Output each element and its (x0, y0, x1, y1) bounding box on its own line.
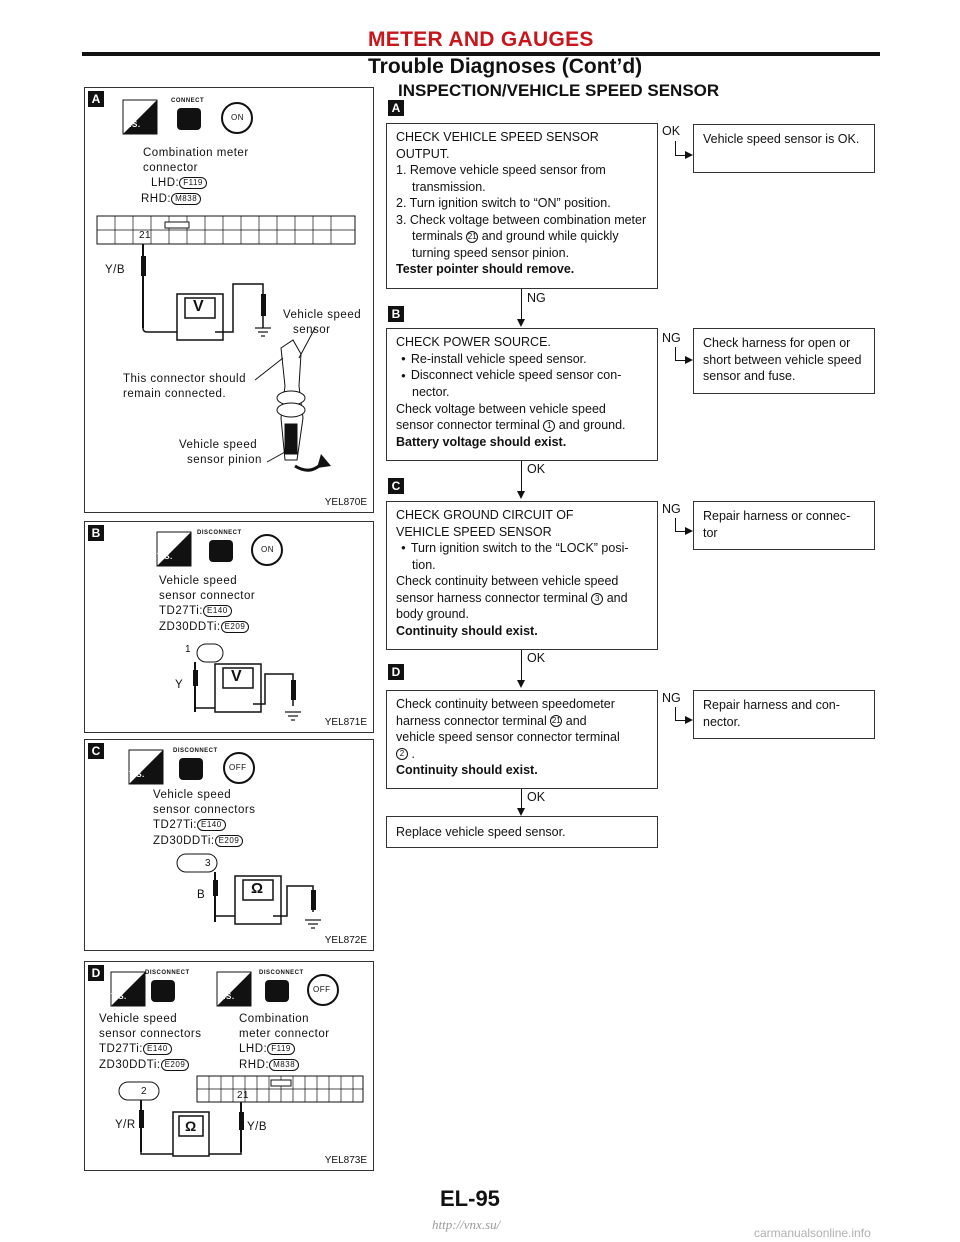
ohmmeter-symbol: Ω (251, 880, 264, 897)
page-number: EL-95 (440, 1186, 500, 1211)
td27-code: E140 (197, 819, 226, 831)
step-b-ok-label: OK (527, 462, 546, 476)
step-d-result: Repair harness and con- nector. (693, 690, 875, 739)
step-b-result: Check harness for open or short between vehicle speed sensor and fuse. (693, 328, 875, 394)
step-b-ng-label: NG (662, 331, 681, 345)
pin-number-right: 21 (237, 1090, 250, 1101)
step-a-right-arrow (685, 151, 693, 159)
figure-a (84, 87, 374, 513)
step-c-right-connector (675, 518, 676, 532)
step-b-criterion: Battery voltage should exist. (396, 434, 567, 449)
probe-tip-right (239, 1112, 244, 1130)
rhd-code: M838 (269, 1059, 299, 1071)
lhd-line: LHD: F119 (151, 176, 207, 191)
step-d-box (386, 690, 658, 789)
lhd-code: F119 (267, 1043, 295, 1055)
figure-marker-d: D (88, 965, 104, 981)
switch-label: ON (231, 113, 244, 122)
step-d-right-connector (675, 720, 685, 721)
terminal-badge: 3 (591, 593, 603, 605)
zd30-code: E209 (215, 835, 244, 847)
step-b-box (386, 328, 658, 461)
step-b-right-arrow (685, 356, 693, 364)
step-d-line: 2 . (396, 746, 648, 763)
connector-note: This connector should remain connected. (123, 373, 247, 400)
td27-line: TD27Ti: E140 (99, 1042, 172, 1057)
step-d-down-connector (521, 789, 522, 808)
harness-label: T.S. (129, 770, 145, 779)
step-a-item: 1. Remove vehicle speed sensor from transmission. (396, 163, 606, 194)
wire-color: B (197, 889, 206, 901)
step-c-down-connector (521, 650, 522, 680)
td27-line: TD27Ti: E140 (159, 604, 232, 619)
step-d-line: harness connector terminal 21 and (396, 713, 587, 728)
connector-icon (209, 540, 233, 562)
step-c-bullet: ● Turn ignition switch to the “LOCK” posi- tion. (396, 540, 648, 573)
td27-code: E140 (203, 605, 232, 617)
ground-probe (291, 680, 296, 700)
step-c-line: sensor harness connector terminal 3 and (396, 590, 628, 605)
figure-id: YEL871E (324, 717, 367, 728)
step-c-box (386, 501, 658, 650)
terminal-badge: 21 (551, 716, 561, 726)
step-a-item: 2. Turn ignition switch to “ON” position. (396, 196, 611, 210)
sensor-connector (119, 1082, 159, 1100)
step-a-ng-label: NG (527, 291, 546, 305)
figure-marker-c: C (88, 743, 104, 759)
zd30-code: E209 (221, 621, 250, 633)
step-a-right-connector (675, 141, 676, 156)
harness-label: T.S. (157, 552, 173, 561)
connect-label: DISCONNECT (197, 530, 242, 536)
connect-label: DISCONNECT (173, 748, 218, 754)
ground-symbol (255, 328, 271, 336)
flow-marker-c: C (388, 478, 404, 494)
meter-lead (143, 288, 177, 332)
flow-marker-b: B (388, 306, 404, 322)
section-title: METER AND GAUGES (368, 28, 594, 51)
connect-label-2: DISCONNECT (259, 970, 304, 976)
step-c-ng-label: NG (662, 502, 681, 516)
wire-color: Y (175, 679, 184, 691)
connector-title-2: Combination meter connector (239, 1013, 330, 1040)
step-c-line: VEHICLE SPEED SENSOR (396, 524, 552, 539)
harness-label-2: H.S. (217, 992, 235, 1001)
probe-tip (193, 670, 198, 686)
step-a-line: OUTPUT. (396, 146, 450, 161)
rhd-code: M838 (171, 193, 201, 205)
step-b-down-connector (521, 461, 522, 491)
flow-marker-a: A (388, 100, 404, 116)
step-c-right-arrow (685, 527, 693, 535)
connector-icon (179, 758, 203, 780)
step-d-criterion: Continuity should exist. (396, 763, 538, 777)
zd30-line: ZD30DDTi: E209 (99, 1058, 189, 1073)
connector-title: Vehicle speed sensor connectors (153, 789, 256, 816)
sensor-label: Vehicle speed sensor (283, 309, 362, 336)
step-a-down-arrow (517, 319, 525, 327)
step-a-box (386, 123, 658, 289)
step-c-line: body ground. (396, 607, 469, 622)
step-b-line: sensor connector terminal 1 and ground. (396, 418, 626, 433)
voltmeter-symbol: V (231, 668, 243, 685)
figure-id: YEL870E (324, 497, 367, 508)
step-d-ok-label: OK (527, 790, 546, 804)
connector-latch (165, 222, 189, 228)
zd30-line: ZD30DDTi: E209 (159, 620, 249, 635)
pin-number: 21 (139, 230, 152, 241)
wire-color: Y/B (105, 264, 126, 276)
step-b-right-connector (675, 347, 676, 361)
step-d-ng-label: NG (662, 691, 681, 705)
connector-title: Combination meter connector (143, 147, 249, 174)
procedure-title: INSPECTION/VEHICLE SPEED SENSOR (398, 81, 720, 100)
final-step-box: Replace vehicle speed sensor. (386, 816, 658, 848)
step-a-result: Vehicle speed sensor is OK. (693, 124, 875, 173)
terminal-badge: 1 (543, 420, 555, 432)
step-c-line: CHECK GROUND CIRCUIT OF (396, 508, 574, 522)
rhd-line: RHD: M838 (239, 1058, 299, 1073)
ground-symbol (285, 712, 301, 720)
source-link[interactable]: http://vnx.su/ (432, 1217, 501, 1232)
step-b-line: CHECK POWER SOURCE. (396, 335, 551, 349)
meter-lead (215, 906, 235, 916)
wire-color-right: Y/B (247, 1121, 268, 1133)
step-c-result: Repair harness or connec- tor (693, 501, 875, 550)
flow-marker-d: D (388, 664, 404, 680)
page-subtitle: Trouble Diagnoses (Cont’d) (368, 55, 643, 78)
harness-label: H.S. (123, 120, 141, 129)
step-d-line: Check continuity between speedometer (396, 697, 615, 711)
ohmmeter-symbol: Ω (185, 1118, 197, 1134)
connector-title: Vehicle speed sensor connectors (99, 1013, 202, 1040)
step-b-bullet: ● Disconnect vehicle speed sensor con- nector. (396, 367, 648, 400)
step-c-criterion: Continuity should exist. (396, 623, 538, 638)
terminal-badge: 21 (467, 231, 477, 241)
figure-id: YEL873E (324, 1155, 367, 1166)
lhd-line: LHD: F119 (239, 1042, 295, 1057)
figure-id: YEL872E (324, 935, 367, 946)
switch-label: ON (261, 545, 274, 554)
step-c-right-connector (675, 531, 685, 532)
connector-title: Vehicle speed sensor connector (159, 575, 256, 602)
connector-latch (271, 1080, 291, 1086)
figure-d (84, 961, 374, 1171)
connector-note-pointer (255, 358, 283, 380)
pinion-pointer (267, 452, 285, 462)
pinion-rotation-arrowhead (317, 454, 331, 468)
pin-number: 1 (185, 644, 192, 655)
step-d-line: vehicle speed sensor connector terminal (396, 730, 620, 744)
step-a-ok-label: OK (662, 124, 681, 138)
zd30-code: E209 (161, 1059, 190, 1071)
connect-label: DISCONNECT (145, 970, 190, 976)
switch-label: OFF (229, 763, 247, 772)
speed-sensor (277, 340, 305, 460)
step-c-ok-label: OK (527, 651, 546, 665)
ground-probe (311, 890, 316, 910)
step-b-down-arrow (517, 491, 525, 499)
harness-label: T.S. (111, 992, 127, 1001)
td27-code: E140 (143, 1043, 172, 1055)
connector-icon-2 (265, 980, 289, 1002)
ground-symbol (305, 920, 321, 928)
step-c-line: Check continuity between vehicle speed (396, 574, 619, 589)
figure-marker-a: A (88, 91, 104, 107)
step-a-down-connector (521, 289, 522, 319)
td27-line: TD27Ti: E140 (153, 818, 226, 833)
switch-label: OFF (313, 985, 331, 994)
connect-label: CONNECT (171, 98, 205, 104)
step-d-right-arrow (685, 716, 693, 724)
figure-marker-b: B (88, 525, 104, 541)
sensor-connector (197, 644, 223, 662)
meter-lead (195, 698, 215, 708)
probe-tip-left (139, 1110, 144, 1128)
step-a-criterion: Tester pointer should remove. (396, 262, 575, 276)
step-c-down-arrow (517, 680, 525, 688)
connector-icon (177, 108, 201, 130)
pin-number: 3 (205, 858, 212, 869)
step-d-right-connector (675, 707, 676, 721)
step-a-right-connector (675, 155, 685, 156)
step-b-bullet: ● Re-install vehicle speed sensor. (396, 351, 648, 368)
zd30-line: ZD30DDTi: E209 (153, 834, 243, 849)
watermark: carmanualsonline.info (754, 1226, 871, 1240)
step-b-right-connector (675, 360, 685, 361)
pin-number-left: 2 (141, 1086, 148, 1097)
step-a-line: CHECK VEHICLE SPEED SENSOR (396, 130, 599, 144)
voltmeter-symbol: V (193, 298, 205, 315)
connector-icon (151, 980, 175, 1002)
terminal-badge: 2 (396, 748, 408, 760)
ground-probe (261, 294, 266, 316)
probe-tip (213, 880, 218, 896)
rhd-line: RHD: M838 (141, 192, 201, 207)
step-b-line: Check voltage between vehicle speed (396, 401, 606, 416)
probe-tip (141, 256, 146, 276)
step-a-item: 3. Check voltage between combination meter terminals 21 and ground while quickly turning speed sensor pinion. (396, 212, 647, 260)
pinion-label: Vehicle speed sensor pinion (179, 439, 262, 466)
wire-color-left: Y/R (115, 1119, 136, 1131)
figure-b (84, 521, 374, 733)
figure-c (84, 739, 374, 951)
step-d-down-arrow (517, 808, 525, 816)
lhd-code: F119 (179, 177, 207, 189)
